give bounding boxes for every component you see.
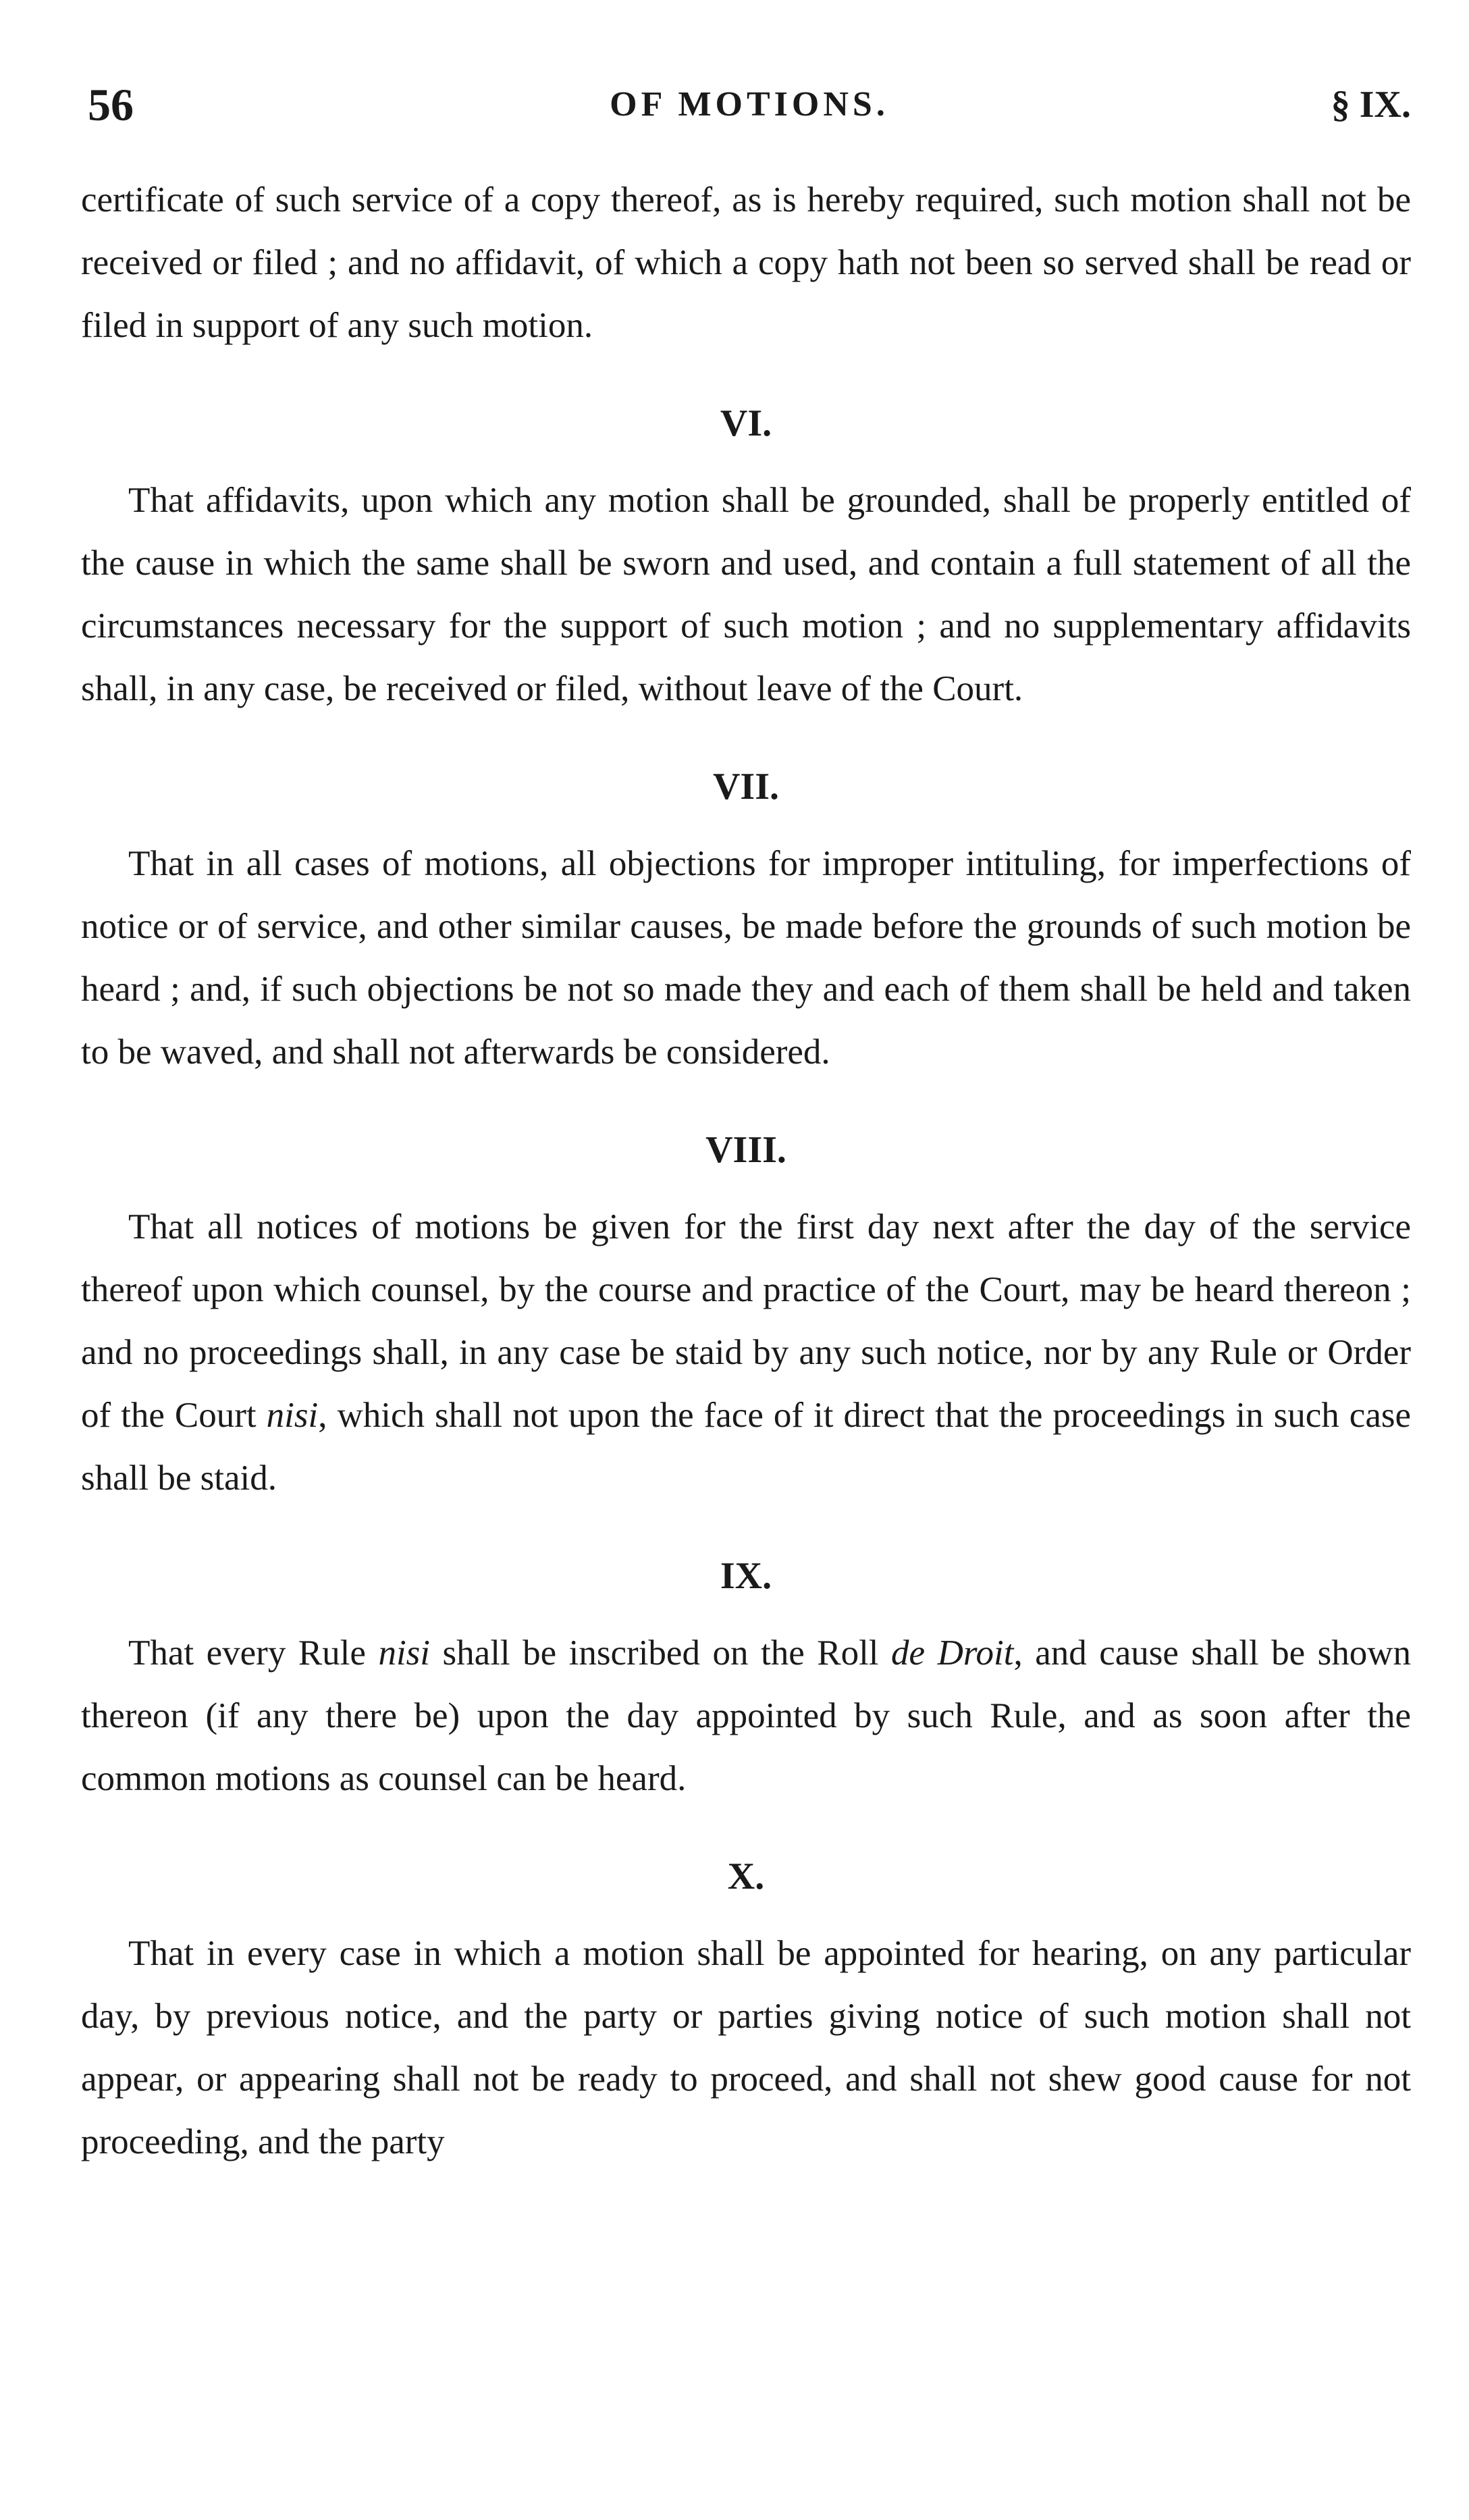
text-part: , and cause shall be shown thereon (if any there be) upon the day appointed by such Rule, and as soon after the common motions as counsel can be heard.: [81, 1633, 1412, 1798]
page-body: [81, 169, 1411, 2174]
italic-term: de Droit: [891, 1633, 1014, 1673]
section-vii: [81, 753, 1411, 1084]
italic-term: nisi: [378, 1633, 431, 1673]
text-part: That all notices of motions be given for the first day next after the day of the service thereof upon which counsel, by the course and practice of the Court, may be heard thereon ; and no proceedings shall, in any case be staid by any such notice, nor by any Rule or Order of the Court: [81, 1207, 1411, 1435]
section-text: [81, 1196, 1411, 1510]
intro-paragraph: certificate of such service of a copy thereof, as is hereby required, such motion shall not be received or filed ; and no affidavit, of which a copy hath not been so served shall be read or filed in support of any such motion.: [81, 180, 1411, 345]
section-mark: § IX.: [1331, 84, 1411, 126]
section-x: [81, 1843, 1411, 2174]
italic-term: nisi: [266, 1396, 319, 1435]
section-heading: X.: [727, 1856, 765, 1897]
text-part: shall be inscribed on the Roll: [430, 1633, 892, 1673]
section-viii: [81, 1116, 1411, 1510]
section-text: That in all cases of motions, all objections for improper intituling, for imperfections of notice or of service, and other similar causes, be made before the grounds of such motion be heard ; and, if such objections be not so made they and each of them shall be held and taken to be waved, and shall not afterwards be considered.: [81, 844, 1411, 1072]
text-part: That every Rule: [128, 1633, 379, 1673]
section-vi: [81, 390, 1411, 720]
page-header: [88, 68, 1411, 142]
running-title: OF MOTIONS.: [610, 85, 889, 124]
section-text: That in every case in which a motion shall be appointed for hearing, on any particular day, by previous notice, and the party or parties giving notice of such motion shall not appear, or appearing shall not be ready to proceed, and shall not shew good cause for not proceeding, and the party: [81, 1934, 1411, 2161]
section-heading: VII.: [712, 766, 780, 808]
section-text: [81, 1622, 1411, 1810]
section-heading: VIII.: [705, 1129, 786, 1171]
text-part: , which shall not upon the face of it direct that the proceedings in such case shall be staid.: [81, 1396, 1412, 1498]
section-heading: IX.: [720, 1555, 772, 1597]
section-text: That affidavits, upon which any motion shall be grounded, shall be properly entitled of the cause in which the same shall be sworn and used, and contain a full statement of all the circumstances necessary for the support of such motion ; and no supplementary affidavits shall, in any case, be received or filed, without leave of the Court.: [81, 481, 1411, 708]
section-heading: VI.: [720, 402, 772, 444]
section-ix: [81, 1542, 1411, 1810]
page-number: 56: [88, 79, 134, 130]
